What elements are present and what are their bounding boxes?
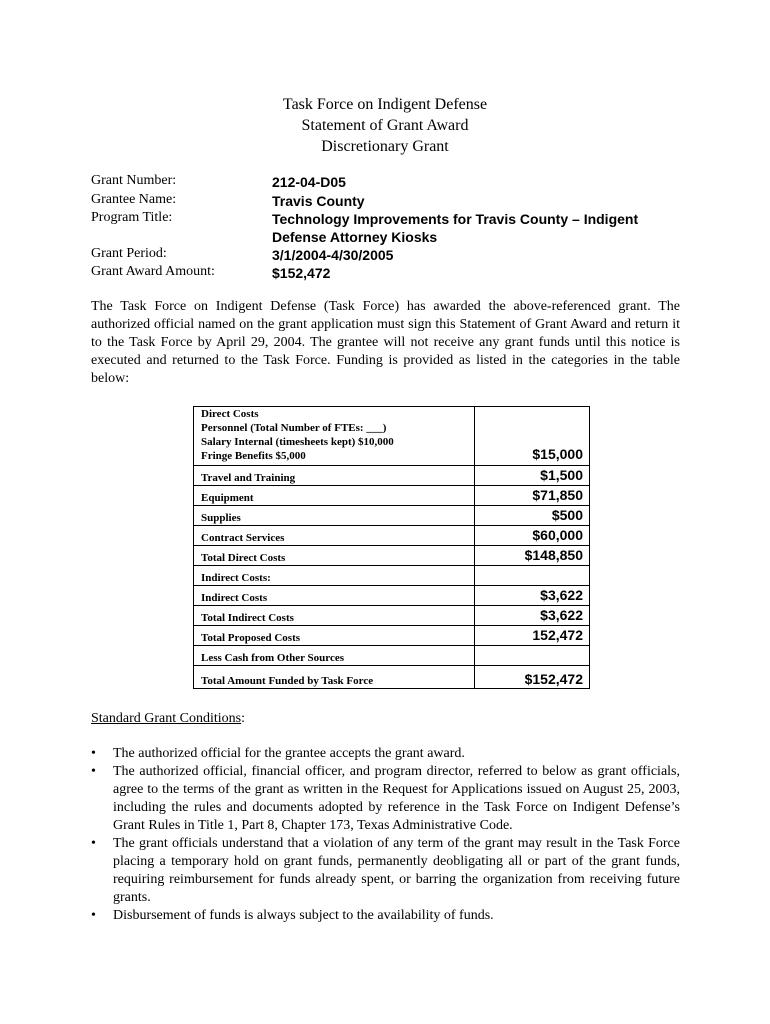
table-row [194,566,590,586]
salary-line [201,435,474,449]
personnel-cell [194,407,475,466]
less-cash-value [475,646,590,666]
table-row [194,526,590,546]
grant-award-amount-label: Grant Award Amount: [91,264,215,279]
conditions-list [91,745,680,925]
table-row [194,466,590,486]
conditions-heading [91,711,245,727]
total-proposed-value: 152,472 [475,626,590,646]
fringe-line [201,449,474,463]
condition-text: The grant officials understand that a violation of any term of the grant may result in the Task Force placing a temporary hold on grant funds, permanently deobligating all or part of the grant funds, requiring reimbursement for funds already spent, or barring the organization from receiving future grants. [113,836,680,905]
grantee-name-label: Grantee Name: [91,192,177,207]
grant-number-label: Grant Number: [91,173,177,188]
salary-amount: $10,000 [358,436,394,448]
personnel-total: $15,000 [532,446,583,462]
travel-label: Travel and Training [194,466,475,486]
list-item [91,835,680,907]
program-title-label: Program Title: [91,210,173,225]
grant-period-value: 3/1/2004-4/30/2005 [272,247,394,263]
conditions-heading-colon: : [241,711,245,726]
total-funded-label: Total Amount Funded by Task Force [194,666,475,689]
total-funded-value: $152,472 [475,666,590,689]
indirect-header: Indirect Costs: [194,566,475,586]
bullet-icon: • [91,764,96,779]
less-cash-label: Less Cash from Other Sources [194,646,475,666]
table-row [194,626,590,646]
travel-value: $1,500 [475,466,590,486]
intro-paragraph: The Task Force on Indigent Defense (Task Force) has awarded the above-referenced grant. The authorized official named on the grant application must sign this Statement of Grant Award and return it to the Task Force by April 29, 2004. The grantee will not receive any grant funds until this notice is executed and returned to the Task Force. Funding is provided as listed in the categories in the table below: [91,299,680,386]
condition-text: Disbursement of funds is always subject to the availability of funds. [113,908,494,923]
personnel-total-cell [475,407,590,466]
table-row [194,546,590,566]
program-title-value: Technology Improvements for Travis County – Indigent Defense Attorney Kiosks [272,211,639,245]
personnel-label: Personnel (Total Number of FTEs: ___) [201,422,387,434]
table-row [194,666,590,689]
conditions-heading-text: Standard Grant Conditions [91,711,242,726]
condition-text: The authorized official for the grantee accepts the grant award. [113,746,465,761]
indirect-label: Indirect Costs [194,586,475,606]
fringe-label: Fringe Benefits [201,450,273,462]
table-row [194,646,590,666]
table-row [194,586,590,606]
indirect-header-value [475,566,590,586]
bullet-icon: • [91,836,96,851]
table-row [194,486,590,506]
bullet-icon: • [91,746,96,761]
title-line-2: Statement of Grant Award [301,117,469,134]
list-item [91,745,680,763]
contract-label: Contract Services [194,526,475,546]
salary-label: Salary Internal (timesheets kept) [201,436,356,448]
grant-period-label: Grant Period: [91,246,167,261]
fringe-amount: $5,000 [275,450,306,462]
title-line-3: Discretionary Grant [321,138,449,155]
indirect-value: $3,622 [475,586,590,606]
list-item [91,763,680,835]
condition-text: The authorized official, financial officer, and program director, referred to below as grant officials, agree to the terms of the grant as written in the Request for Applications issued on August 25, 2003, including the rules and documents adopted by reference in the Task Force on Indigent Defense’s Grant Rules in Title 1, Part 8, Chapter 173, Texas Administrative Code. [113,764,680,833]
grant-number-value: 212-04-D05 [272,174,346,190]
grantee-name-value: Travis County [272,193,365,209]
title-line-1: Task Force on Indigent Defense [282,96,488,113]
bullet-icon: • [91,908,96,923]
table-row [194,606,590,626]
list-item [91,907,680,925]
supplies-value: $500 [475,506,590,526]
equipment-label: Equipment [194,486,475,506]
total-proposed-label: Total Proposed Costs [194,626,475,646]
total-indirect-label: Total Indirect Costs [194,606,475,626]
cost-table [193,406,590,689]
supplies-label: Supplies [194,506,475,526]
table-row [194,506,590,526]
total-direct-value: $148,850 [475,546,590,566]
contract-value: $60,000 [475,526,590,546]
document-title [0,94,770,157]
direct-costs-header: Direct Costs [201,408,259,420]
equipment-value: $71,850 [475,486,590,506]
total-direct-label: Total Direct Costs [194,546,475,566]
table-row [194,407,590,466]
grant-award-amount-value: $152,472 [272,265,331,281]
total-indirect-value: $3,622 [475,606,590,626]
